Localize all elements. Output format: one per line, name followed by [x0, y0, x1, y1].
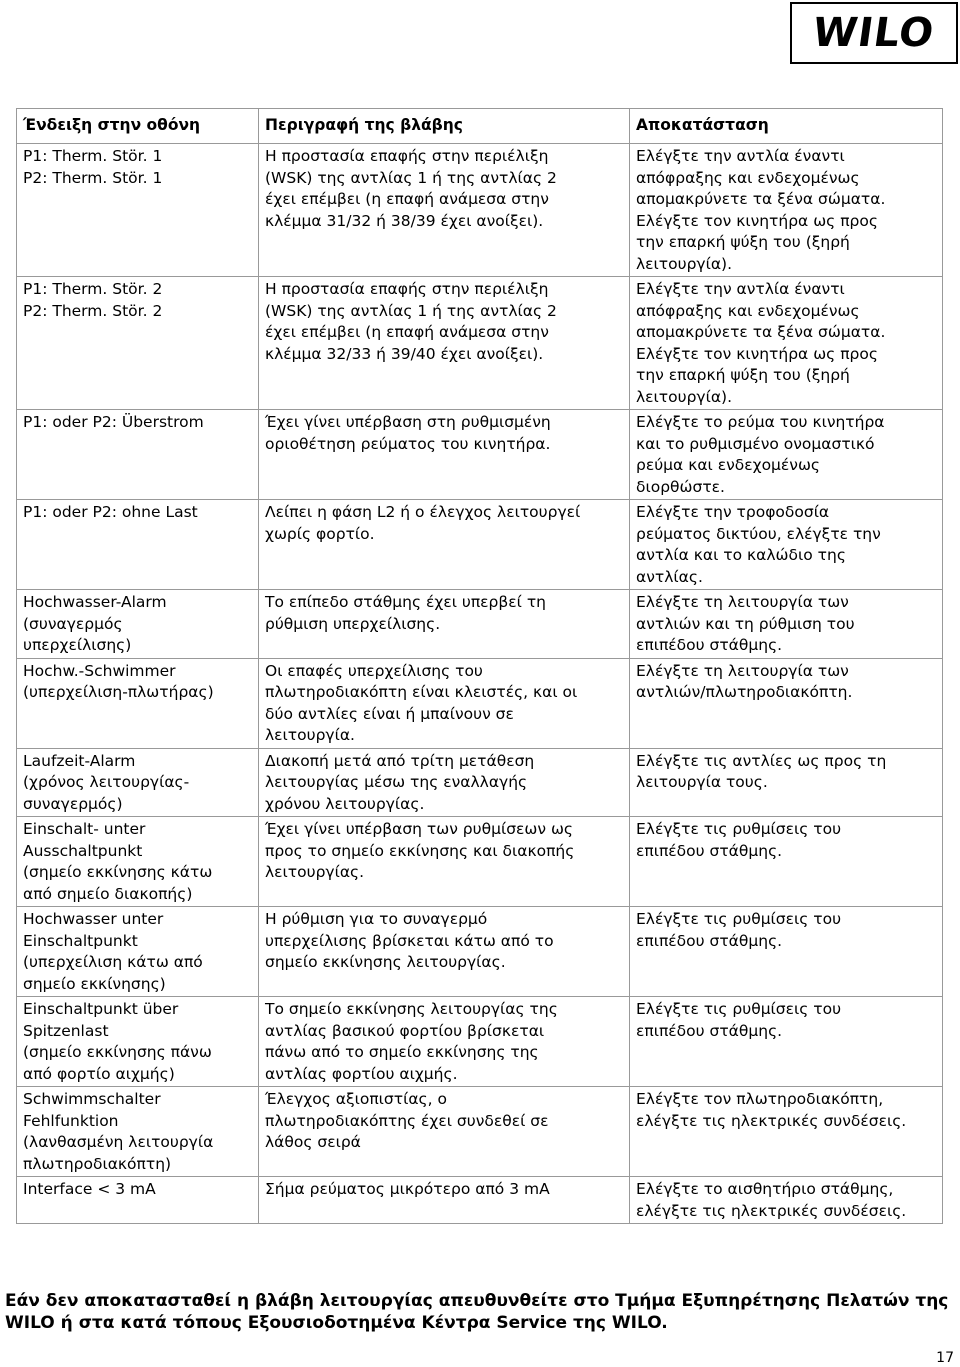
remedy-cell: Ελέγξτε την αντλία έναντι απόφραξης και ενδεχομένως απομακρύνετε τα ξένα σώματα. Ελέγξτε τον κινητήρα ως προς την επαρκή ψύξη του (ξηρή λειτουργία). — [630, 144, 943, 277]
indication-cell: Einschaltpunkt über Spitzenlast (σημείο εκκίνησης πάνω από φορτίο αιχμής) — [17, 997, 259, 1087]
remedy-cell: Ελέγξτε τις αντλίες ως προς τη λειτουργία τους. — [630, 748, 943, 817]
table-row — [17, 1177, 943, 1224]
table-row — [17, 748, 943, 817]
indication-cell: Interface < 3 mA — [17, 1177, 259, 1224]
page-number: 17 — [936, 1350, 954, 1366]
indication-cell: Hochw.-Schwimmer (υπερχείλιση-πλωτήρας) — [17, 658, 259, 748]
logo-text: WILO — [810, 10, 938, 56]
service-note: Εάν δεν αποκατασταθεί η βλάβη λειτουργίας απευθυνθείτε στο Τμήμα Εξυπηρέτησης Πελατών της WILO ή στα κατά τόπους Εξουσιοδοτημένα Κέντρα Service της WILO. — [5, 1291, 949, 1333]
description-cell: Οι επαφές υπερχείλισης του πλωτηροδιακόπτη είναι κλειστές, και οι δύο αντλίες είναι ή μπαίνουν σε λειτουργία. — [259, 658, 630, 748]
remedy-cell: Ελέγξτε τη λειτουργία των αντλιών και τη ρύθμιση του επιπέδου στάθμης. — [630, 590, 943, 659]
table-row — [17, 658, 943, 748]
table-row — [17, 997, 943, 1087]
indication-cell: Schwimmschalter Fehlfunktion (λανθασμένη λειτουργία πλωτηροδιακόπτη) — [17, 1087, 259, 1177]
indication-cell: Laufzeit-Alarm (χρόνος λειτουργίας- συναγερμός) — [17, 748, 259, 817]
indication-cell: P1: oder P2: Überstrom — [17, 410, 259, 500]
indication-cell: P1: Therm. Stör. 1 P2: Therm. Stör. 1 — [17, 144, 259, 277]
description-cell: Σήμα ρεύματος μικρότερο από 3 mA — [259, 1177, 630, 1224]
remedy-cell: Ελέγξτε τις ρυθμίσεις του επιπέδου στάθμης. — [630, 907, 943, 997]
table-header-row — [17, 109, 943, 144]
indication-cell: P1: Therm. Stör. 2 P2: Therm. Stör. 2 — [17, 277, 259, 410]
remedy-cell: Ελέγξτε τις ρυθμίσεις του επιπέδου στάθμης. — [630, 997, 943, 1087]
remedy-cell: Ελέγξτε την τροφοδοσία ρεύματος δικτύου, ελέγξτε την αντλία και το καλώδιο της αντλίας. — [630, 500, 943, 590]
description-cell: Έχει γίνει υπέρβαση των ρυθμίσεων ως προς το σημείο εκκίνησης και διακοπής λειτουργίας. — [259, 817, 630, 907]
table-row — [17, 907, 943, 997]
description-cell: Η προστασία επαφής στην περιέλιξη (WSK) της αντλίας 1 ή της αντλίας 2 έχει επέμβει (η επαφή ανάμεσα στην κλέμμα 32/33 ή 39/40 έχει ανοίξει). — [259, 277, 630, 410]
table-row — [17, 590, 943, 659]
header-indication: Ένδειξη στην οθόνη — [17, 109, 259, 144]
table-row — [17, 1087, 943, 1177]
indication-cell: P1: oder P2: ohne Last — [17, 500, 259, 590]
indication-cell: Hochwasser-Alarm (συναγερμός υπερχείλισης) — [17, 590, 259, 659]
table-row — [17, 410, 943, 500]
table-row — [17, 500, 943, 590]
remedy-cell: Ελέγξτε το ρεύμα του κινητήρα και το ρυθμισμένο ονομαστικό ρεύμα και ενδεχομένως διορθώστε. — [630, 410, 943, 500]
table-row — [17, 144, 943, 277]
header-description: Περιγραφή της βλάβης — [259, 109, 630, 144]
remedy-cell: Ελέγξτε τις ρυθμίσεις του επιπέδου στάθμης. — [630, 817, 943, 907]
description-cell: Το επίπεδο στάθμης έχει υπερβεί τη ρύθμιση υπερχείλισης. — [259, 590, 630, 659]
wilo-logo — [790, 2, 958, 64]
table-row — [17, 817, 943, 907]
description-cell: Διακοπή μετά από τρίτη μετάθεση λειτουργίας μέσω της εναλλαγής χρόνου λειτουργίας. — [259, 748, 630, 817]
remedy-cell: Ελέγξτε τον πλωτηροδιακόπτη, ελέγξτε τις ηλεκτρικές συνδέσεις. — [630, 1087, 943, 1177]
description-cell: Η προστασία επαφής στην περιέλιξη (WSK) της αντλίας 1 ή της αντλίας 2 έχει επέμβει (η επαφή ανάμεσα στην κλέμμα 31/32 ή 38/39 έχει ανοίξει). — [259, 144, 630, 277]
description-cell: Έχει γίνει υπέρβαση στη ρυθμισμένη οριοθέτηση ρεύματος του κινητήρα. — [259, 410, 630, 500]
remedy-cell: Ελέγξτε την αντλία έναντι απόφραξης και ενδεχομένως απομακρύνετε τα ξένα σώματα. Ελέγξτε τον κινητήρα ως προς την επαρκή ψύξη του (ξηρή λειτουργία). — [630, 277, 943, 410]
description-cell: Έλεγχος αξιοπιστίας, ο πλωτηροδιακόπτης έχει συνδεθεί σε λάθος σειρά — [259, 1087, 630, 1177]
indication-cell: Hochwasser unter Einschaltpunkt (υπερχείλιση κάτω από σημείο εκκίνησης) — [17, 907, 259, 997]
description-cell: Λείπει η φάση L2 ή ο έλεγχος λειτουργεί χωρίς φορτίο. — [259, 500, 630, 590]
fault-table — [16, 108, 943, 1224]
indication-cell: Einschalt- unter Ausschaltpunkt (σημείο εκκίνησης κάτω από σημείο διακοπής) — [17, 817, 259, 907]
remedy-cell: Ελέγξτε το αισθητήριο στάθμης, ελέγξτε τις ηλεκτρικές συνδέσεις. — [630, 1177, 943, 1224]
header-remedy: Αποκατάσταση — [630, 109, 943, 144]
description-cell: Η ρύθμιση για το συναγερμό υπερχείλισης βρίσκεται κάτω από το σημείο εκκίνησης λειτουργίας. — [259, 907, 630, 997]
remedy-cell: Ελέγξτε τη λειτουργία των αντλιών/πλωτηροδιακόπτη. — [630, 658, 943, 748]
table-body — [17, 144, 943, 1224]
table-row — [17, 277, 943, 410]
description-cell: Το σημείο εκκίνησης λειτουργίας της αντλίας βασικού φορτίου βρίσκεται πάνω από το σημείο εκκίνησης της αντλίας φορτίου αιχμής. — [259, 997, 630, 1087]
